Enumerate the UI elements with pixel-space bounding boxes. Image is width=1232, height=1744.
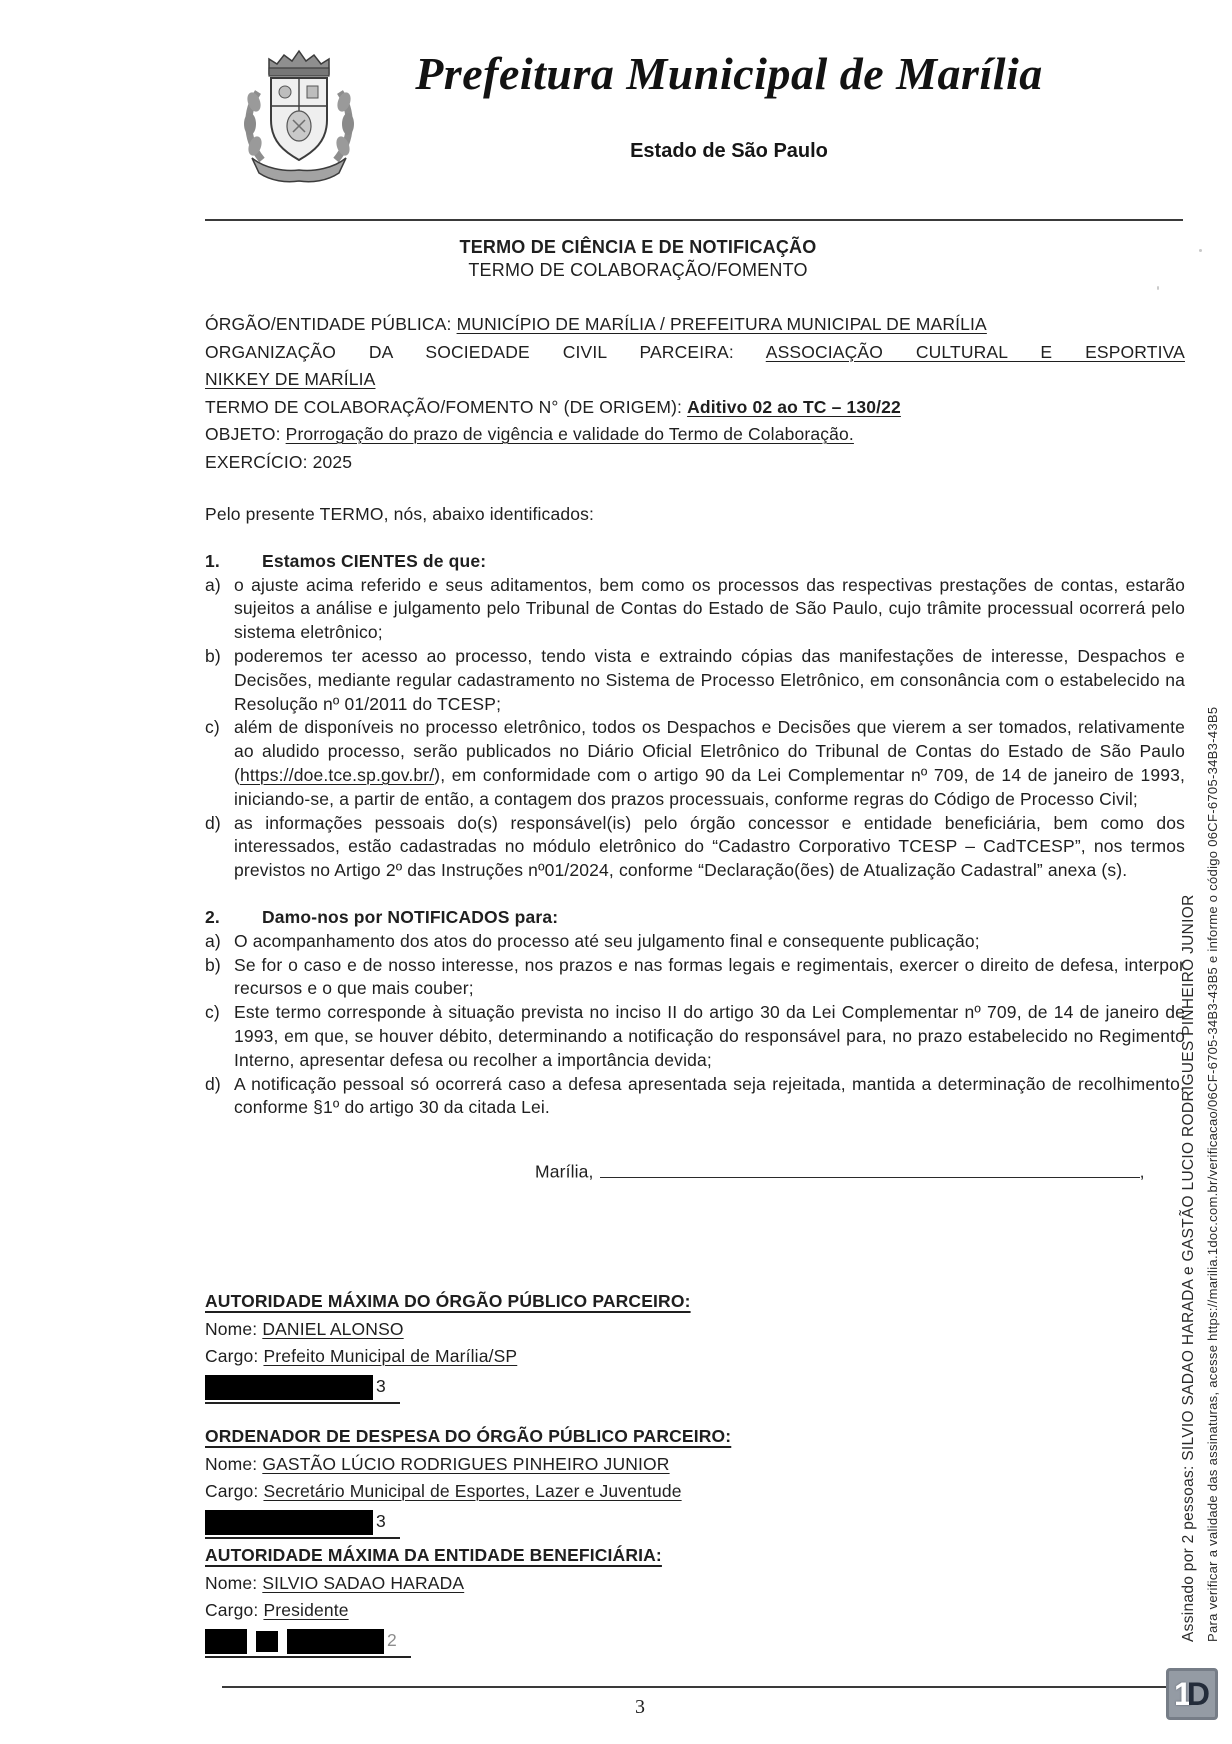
document-subtitle: TERMO DE COLABORAÇÃO/FOMENTO bbox=[468, 260, 808, 280]
coat-of-arms-image bbox=[238, 40, 360, 184]
signature-name-line bbox=[205, 1316, 1185, 1343]
role-value: Prefeito Municipal de Marília/SP bbox=[263, 1346, 518, 1366]
section-1-item-c bbox=[205, 716, 1185, 811]
item-text: Este termo corresponde à situação prevista no inciso II do artigo 30 da Lei Complementar nº 709, de 14 de janeiro de 1993, em que, se houver débito, determinando a notificação do responsável para, no prazo estabelecido no Regimento Interno, apresentar defesa ou recolher a importância devida; bbox=[234, 1002, 1185, 1070]
header-state-subtitle: Estado de São Paulo bbox=[630, 140, 828, 162]
item-letter: c) bbox=[205, 717, 220, 738]
document-title: TERMO DE CIÊNCIA E DE NOTIFICAÇÃO bbox=[459, 237, 817, 257]
redaction-visible-digit: 3 bbox=[376, 1376, 386, 1396]
item-text: ), em conformidade com o artigo 90 da Lei Complementar nº 709, de 14 de janeiro de 1993, iniciando-se, a partir de então, a contagem dos prazos processuais, conforme regras do Código de Processo Civil; bbox=[234, 764, 1185, 809]
section-title: Estamos CIENTES de que: bbox=[262, 550, 487, 571]
field-value: 2025 bbox=[312, 451, 353, 472]
1doc-logo bbox=[1166, 1668, 1218, 1720]
item-text: o ajuste acima referido e seus aditamentos, bem como os processos das respectivas prestações de contas, estarão sujeitos a análise e julgamento pelo Tribunal de Contas do Estado de São Paulo, cujo trâmite processual ocorrerá pelo sistema eletrônico; bbox=[234, 574, 1185, 643]
section-2-item-a bbox=[205, 930, 1185, 954]
field-termo-numero bbox=[205, 394, 1185, 422]
field-value: MUNICÍPIO DE MARÍLIA / PREFEITURA MUNICIPAL DE MARÍLIA bbox=[456, 314, 987, 334]
name-label: Nome: bbox=[205, 1454, 263, 1474]
section-number: 2. bbox=[205, 906, 220, 927]
section-2-item-c bbox=[205, 1001, 1185, 1072]
field-value: Aditivo 02 ao TC – 130/22 bbox=[687, 396, 901, 417]
section-2-heading bbox=[205, 906, 1185, 930]
section-1-heading bbox=[205, 550, 1185, 574]
1doc-logo-dee: D bbox=[1186, 1676, 1210, 1712]
role-value: Secretário Municipal de Esportes, Lazer e Juventude bbox=[263, 1481, 682, 1501]
name-label: Nome: bbox=[205, 1573, 263, 1593]
item-letter: b) bbox=[205, 954, 221, 975]
signature-block-title: ORDENADOR DE DESPESA DO ÓRGÃO PÚBLICO PARCEIRO: bbox=[205, 1426, 732, 1446]
item-letter: d) bbox=[205, 812, 221, 833]
field-value: Prorrogação do prazo de vigência e validade do Termo de Colaboração. bbox=[285, 424, 854, 444]
redacted-cpf bbox=[205, 1628, 411, 1658]
signature-name-line bbox=[205, 1451, 1185, 1478]
header-brand-title: Prefeitura Municipal de Marília bbox=[415, 48, 1043, 99]
digital-signature-note: Assinado por 2 pessoas: SILVIO SADAO HARADA e GASTÃO LUCIO RODRIGUES PINHEIRO JUNIOR bbox=[1180, 894, 1197, 1642]
field-organizacao-cont bbox=[205, 366, 1185, 394]
role-label: Cargo: bbox=[205, 1481, 264, 1501]
redaction-bar bbox=[205, 1510, 373, 1535]
1doc-logo-one: 1 bbox=[1174, 1676, 1192, 1712]
item-text: O acompanhamento dos atos do processo até seu julgamento final e consequente publicação; bbox=[234, 930, 980, 951]
page-number: 3 bbox=[635, 1696, 645, 1718]
redaction-bar bbox=[256, 1631, 278, 1652]
field-objeto bbox=[205, 421, 1185, 449]
section-2-item-b bbox=[205, 954, 1185, 1002]
field-exercicio bbox=[205, 449, 1185, 477]
item-text: Se for o caso e de nosso interesse, nos prazos e nas formas legais e regimentais, exercer o direito de defesa, interpor recursos e o que mais couber; bbox=[234, 954, 1185, 999]
field-label: TERMO DE COLABORAÇÃO/FOMENTO N° (DE ORIGEM): bbox=[205, 396, 688, 417]
field-organizacao bbox=[205, 339, 1185, 367]
name-value: GASTÃO LÚCIO RODRIGUES PINHEIRO JUNIOR bbox=[262, 1454, 670, 1474]
item-text: poderemos ter acesso ao processo, tendo vista e extraindo cópias das manifestações de interesse, Despachos e Decisões, mediante regular cadastramento no Sistema de Processo Eletrônico, em consonância com o estabelecido na Resolução nº 01/2011 do TCESP; bbox=[234, 645, 1185, 714]
section-2-item-d bbox=[205, 1073, 1185, 1121]
redaction-bar bbox=[205, 1375, 373, 1400]
item-text: A notificação pessoal só ocorrerá caso a defesa apresentada seja rejeitada, mantida a determinação de recolhimento, conforme §1º do artigo 30 da citada Lei. bbox=[234, 1073, 1185, 1118]
role-label: Cargo: bbox=[205, 1600, 264, 1620]
redaction-bar bbox=[205, 1629, 247, 1654]
name-value: SILVIO SADAO HARADA bbox=[262, 1573, 465, 1593]
signature-name-line bbox=[205, 1570, 1185, 1597]
intro-paragraph: Pelo presente TERMO, nós, abaixo identificados: bbox=[205, 504, 595, 524]
field-label: OBJETO: bbox=[205, 424, 286, 444]
signature-block-title: AUTORIDADE MÁXIMA DO ÓRGÃO PÚBLICO PARCEIRO: bbox=[205, 1291, 691, 1311]
field-value: NIKKEY DE MARÍLIA bbox=[205, 369, 376, 389]
redaction-bar bbox=[287, 1629, 384, 1654]
date-trailing-comma: , bbox=[1139, 1161, 1145, 1182]
item-letter: b) bbox=[205, 645, 221, 666]
redaction-visible-digit: 3 bbox=[376, 1511, 386, 1531]
section-number: 1. bbox=[205, 550, 220, 571]
item-letter: d) bbox=[205, 1073, 221, 1094]
name-label: Nome: bbox=[205, 1319, 263, 1339]
signature-role-line bbox=[205, 1597, 1185, 1624]
signature-block-entidade-beneficiaria bbox=[205, 1542, 1185, 1658]
signature-block-title: AUTORIDADE MÁXIMA DA ENTIDADE BENEFICIÁRIA: bbox=[205, 1545, 662, 1565]
signature-role-line bbox=[205, 1343, 1185, 1370]
redaction-visible-digit: 2 bbox=[387, 1630, 397, 1650]
name-value: DANIEL ALONSO bbox=[262, 1319, 404, 1339]
date-blank-line bbox=[600, 1159, 1140, 1178]
scan-artifact bbox=[1157, 286, 1159, 290]
header-divider bbox=[205, 219, 1183, 221]
signature-block-ordenador-despesa bbox=[205, 1423, 1185, 1539]
section-1-item-d bbox=[205, 812, 1185, 883]
section-1-item-b bbox=[205, 645, 1185, 716]
footer-divider bbox=[222, 1686, 1170, 1688]
document-body bbox=[205, 311, 1185, 1184]
section-title: Damo-nos por NOTIFICADOS para: bbox=[262, 906, 559, 927]
item-letter: a) bbox=[205, 930, 221, 951]
item-text: as informações pessoais do(s) responsável(is) pelo órgão concessor e entidade beneficiária, bem como dos interessados, estão cadastradas no módulo eletrônico do “Cadastro Corporativo TCESP – CadTCESP”, nos termos previstos no Artigo 2º das Instruções nº01/2024, conforme “Declaração(ões) de Atualização Cadastral” anexa (s). bbox=[234, 812, 1185, 881]
signature-verification-note: Para verificar a validade das assinaturas, acesse https://marilia.1doc.com.br/verificacao/06CF-6705-34B3-43B5 e informe o código 06CF-6705-34B3-43B5 bbox=[1205, 706, 1220, 1642]
field-label: EXERCÍCIO: bbox=[205, 451, 313, 472]
scan-artifact bbox=[1199, 249, 1202, 252]
item-letter: a) bbox=[205, 574, 221, 595]
date-line bbox=[535, 1159, 1185, 1184]
tce-doe-url: https://doe.tce.sp.gov.br/ bbox=[239, 764, 435, 785]
redacted-cpf bbox=[205, 1374, 400, 1404]
field-label: ÓRGÃO/ENTIDADE PÚBLICA: bbox=[205, 314, 457, 334]
section-1-item-a bbox=[205, 574, 1185, 645]
item-letter: c) bbox=[205, 1002, 220, 1023]
date-city: Marília, bbox=[535, 1161, 594, 1182]
item-text: além de disponíveis no processo eletrônico, todos os Despachos e Decisões que vierem a ser tomados, relativamente ao aludido processo, serão publicados no Diário Oficial Eletrônico do Tribunal de Contas do Estado de São Paulo ( bbox=[234, 717, 1185, 785]
marilia-coat-of-arms bbox=[238, 40, 360, 184]
signature-block-autoridade-orgao bbox=[205, 1288, 1185, 1404]
field-label: ORGANIZAÇÃO DA SOCIEDADE CIVIL PARCEIRA: bbox=[205, 341, 766, 362]
field-value: ASSOCIAÇÃO CULTURAL E ESPORTIVA bbox=[765, 341, 1185, 362]
redacted-cpf bbox=[205, 1509, 400, 1539]
role-value: Presidente bbox=[263, 1600, 349, 1620]
signature-role-line bbox=[205, 1478, 1185, 1505]
role-label: Cargo: bbox=[205, 1346, 264, 1366]
field-orgao-entidade bbox=[205, 311, 1185, 339]
